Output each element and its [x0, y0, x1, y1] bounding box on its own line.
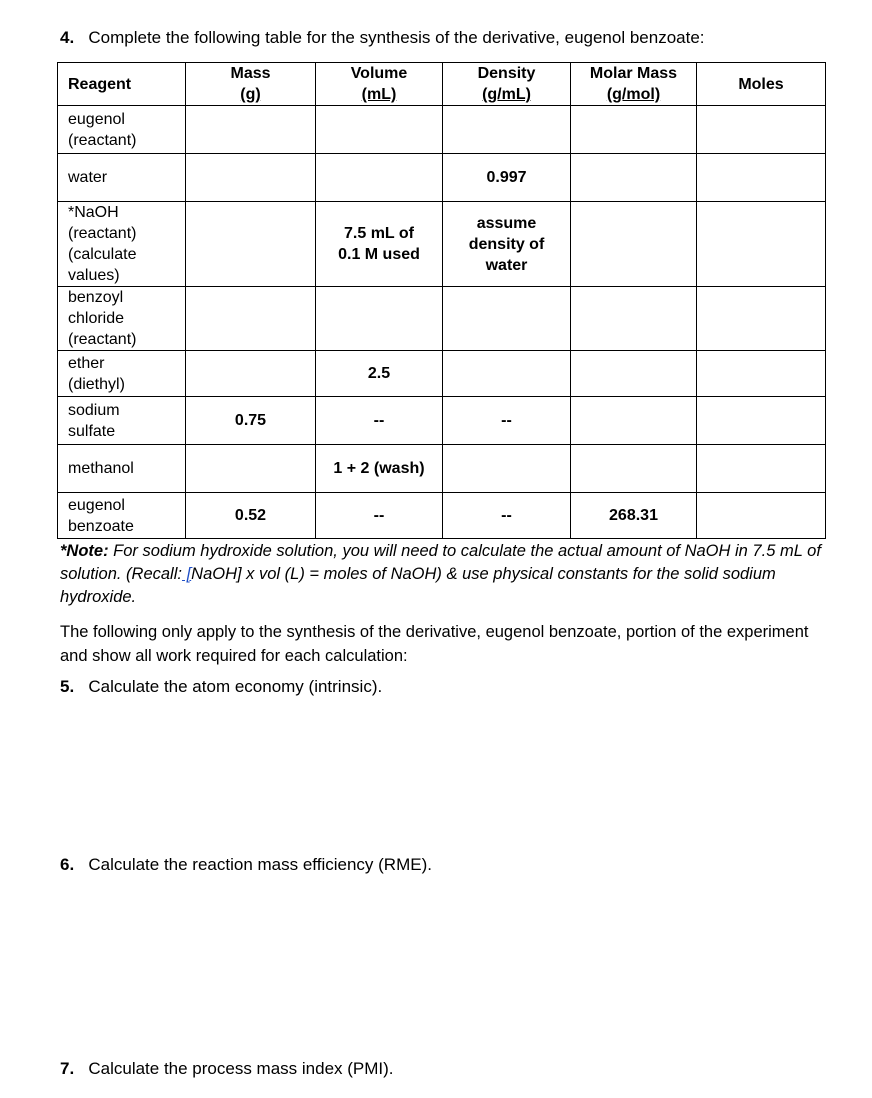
question-text: Calculate the process mass index (PMI).: [88, 1059, 394, 1078]
question-text: Calculate the reaction mass efficiency (RME).: [88, 855, 432, 874]
reagent-table: [57, 62, 826, 539]
cell-volume[interactable]: --: [316, 493, 443, 539]
cell-mass[interactable]: 0.52: [186, 493, 316, 539]
cell-density[interactable]: [443, 445, 571, 493]
cell-moles[interactable]: [697, 106, 826, 154]
reagent-name: methanol: [58, 445, 186, 493]
cell-moles[interactable]: [697, 445, 826, 493]
cell-volume[interactable]: --: [316, 397, 443, 445]
reagent-name: sodium sulfate: [58, 397, 186, 445]
cell-moles[interactable]: [697, 351, 826, 397]
question-text: Calculate the atom economy (intrinsic).: [88, 677, 383, 696]
table-header-row: [58, 63, 826, 106]
cell-density[interactable]: [443, 287, 571, 351]
question-number: 5.: [60, 677, 75, 696]
cell-mass[interactable]: [186, 154, 316, 202]
cell-molar[interactable]: [571, 397, 697, 445]
cell-density[interactable]: --: [443, 397, 571, 445]
cell-molar[interactable]: [571, 445, 697, 493]
header-reagent: Reagent: [58, 63, 186, 106]
recall-link[interactable]: [: [181, 565, 192, 583]
reagent-name: benzoyl chloride (reactant): [58, 287, 186, 351]
cell-mass[interactable]: [186, 202, 316, 287]
note-label: *Note:: [60, 542, 109, 560]
header-molar-mass: Molar Mass (g/mol): [571, 63, 697, 106]
note-text-b: NaOH] x vol (L) = moles of NaOH) & use physical constants for the solid sodium hydroxide.: [60, 565, 776, 606]
question-7: [60, 1059, 394, 1079]
table-row: [58, 493, 826, 539]
question-number: 7.: [60, 1059, 75, 1078]
question-text: Complete the following table for the synthesis of the derivative, eugenol benzoate:: [88, 28, 705, 47]
reagent-name: *NaOH (reactant) (calculate values): [58, 202, 186, 287]
cell-molar[interactable]: [571, 154, 697, 202]
table-row: [58, 445, 826, 493]
cell-volume[interactable]: [316, 287, 443, 351]
cell-volume[interactable]: 7.5 mL of 0.1 M used: [316, 202, 443, 287]
cell-moles[interactable]: [697, 493, 826, 539]
cell-density[interactable]: [443, 106, 571, 154]
table-row: [58, 154, 826, 202]
header-density: Density (g/mL): [443, 63, 571, 106]
cell-density[interactable]: assume density of water: [443, 202, 571, 287]
cell-volume[interactable]: [316, 154, 443, 202]
cell-mass[interactable]: [186, 287, 316, 351]
cell-volume[interactable]: 1 + 2 (wash): [316, 445, 443, 493]
cell-molar[interactable]: [571, 106, 697, 154]
reagent-name: water: [58, 154, 186, 202]
cell-moles[interactable]: [697, 287, 826, 351]
question-number: 4.: [60, 28, 75, 47]
question-4: [60, 28, 705, 48]
table-row: [58, 351, 826, 397]
cell-moles[interactable]: [697, 202, 826, 287]
cell-moles[interactable]: [697, 397, 826, 445]
note-paragraph: [60, 540, 840, 609]
question-number: 6.: [60, 855, 75, 874]
header-volume: Volume (mL): [316, 63, 443, 106]
cell-mass[interactable]: 0.75: [186, 397, 316, 445]
table-row: [58, 106, 826, 154]
cell-density[interactable]: 0.997: [443, 154, 571, 202]
cell-density[interactable]: --: [443, 493, 571, 539]
cell-moles[interactable]: [697, 154, 826, 202]
cell-molar[interactable]: [571, 351, 697, 397]
table-row: [58, 287, 826, 351]
reagent-name: eugenol benzoate: [58, 493, 186, 539]
cell-mass[interactable]: [186, 351, 316, 397]
cell-molar[interactable]: [571, 202, 697, 287]
table-row: [58, 397, 826, 445]
cell-molar[interactable]: 268.31: [571, 493, 697, 539]
reagent-name: eugenol (reactant): [58, 106, 186, 154]
question-6: [60, 855, 432, 875]
table-row: [58, 202, 826, 287]
reagent-name: ether (diethyl): [58, 351, 186, 397]
cell-molar[interactable]: [571, 287, 697, 351]
intro-paragraph: The following only apply to the synthesis of the derivative, eugenol benzoate, portion of the experiment and show all work required for each calculation:: [60, 623, 809, 665]
cell-volume[interactable]: 2.5: [316, 351, 443, 397]
cell-mass[interactable]: [186, 445, 316, 493]
header-mass: Mass (g): [186, 63, 316, 106]
question-5: [60, 677, 382, 697]
cell-mass[interactable]: [186, 106, 316, 154]
note-text-a: For sodium hydroxide solution, you will need to calculate the actual amount of NaOH in 7.5 mL of solution. (Recall:: [60, 542, 821, 583]
header-moles: Moles: [697, 63, 826, 106]
cell-volume[interactable]: [316, 106, 443, 154]
cell-density[interactable]: [443, 351, 571, 397]
